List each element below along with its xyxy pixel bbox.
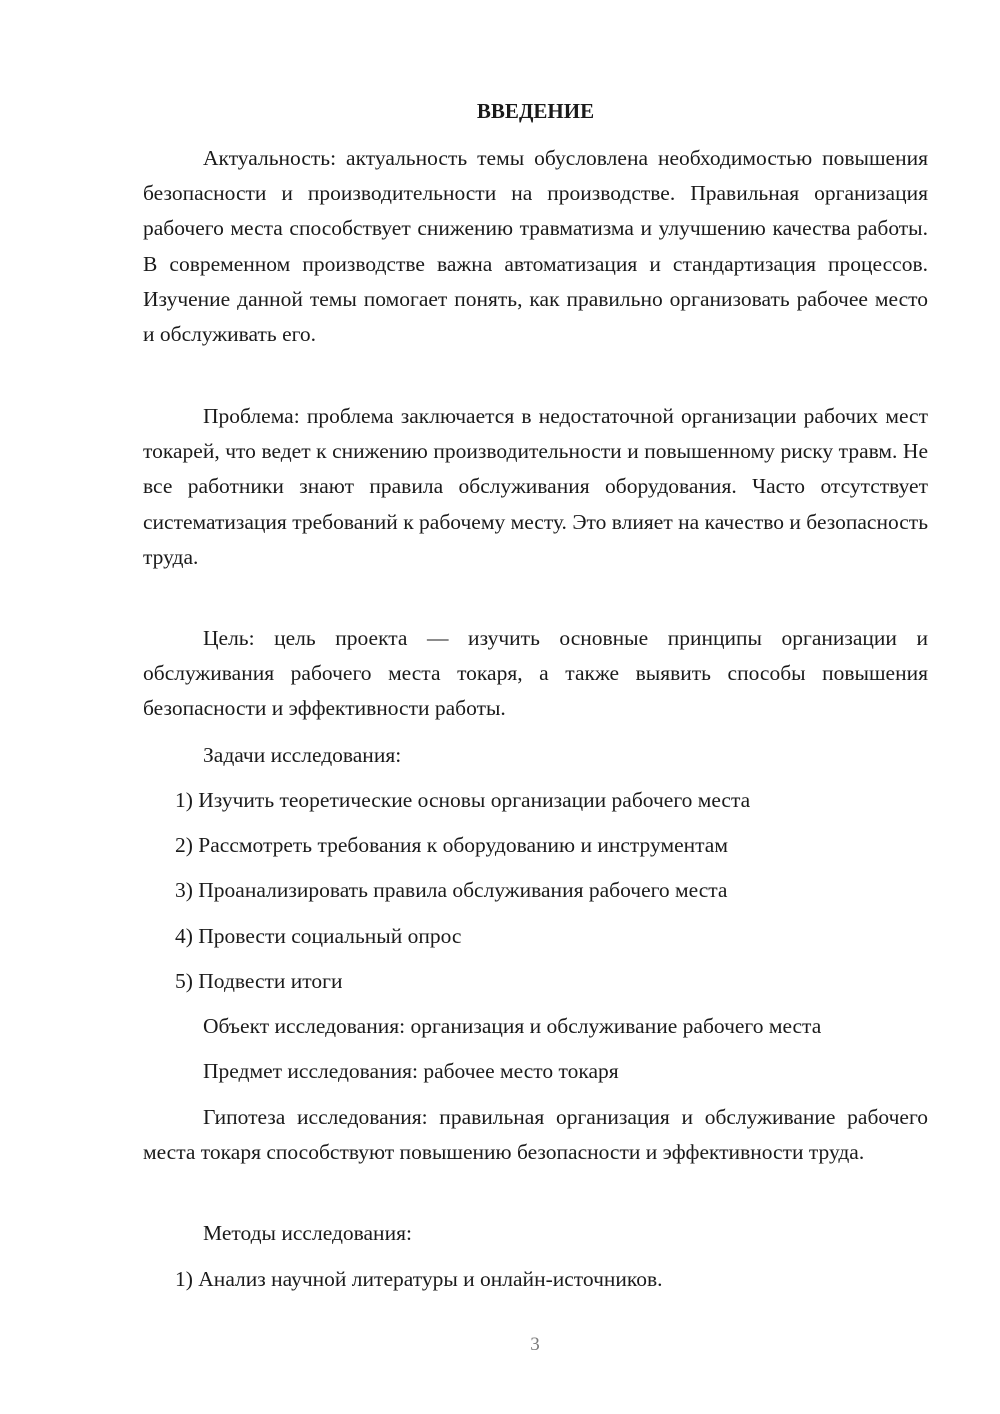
research-object: Объект исследования: организация и обслуживание рабочего места: [203, 1014, 822, 1038]
methods-heading: Методы исследования:: [203, 1221, 412, 1245]
page-number: 3: [530, 1334, 540, 1355]
research-subject: Предмет исследования: рабочее место токаря: [203, 1059, 619, 1083]
task-item: 1) Изучить теоретические основы организации рабочего места: [175, 788, 751, 812]
task-item: 4) Провести социальный опрос: [175, 924, 462, 948]
relevance-paragraph: Актуальность: актуальность темы обусловлена необходимостью повышения безопасности и производительности на производстве. Правильная организация рабочего места способствует снижению травматизма и улучшению качества работы. В современном производстве важна автоматизация и стандартизация процессов. Изучение данной темы помогает понять, как правильно организовать рабочее место и обслуживать его.: [143, 146, 928, 347]
method-item: 1) Анализ научной литературы и онлайн-источников.: [175, 1267, 663, 1291]
page-title: ВВЕДЕНИЕ: [476, 99, 595, 123]
task-item: 5) Подвести итоги: [175, 969, 343, 993]
problem-paragraph: Проблема: проблема заключается в недостаточной организации рабочих мест токарей, что ведет к снижению производительности и повышенному риску травм. Не все работники знают правила обслуживания оборудования. Часто отсутствует систематизация требований к рабочему месту. Это влияет на качество и безопасность труда.: [143, 404, 928, 569]
goal-paragraph: Цель: цель проекта — изучить основные принципы организации и обслуживания рабочего места токаря, а также выявить способы повышения безопасности и эффективности работы.: [143, 626, 928, 721]
task-item: 2) Рассмотреть требования к оборудованию и инструментам: [175, 833, 728, 857]
hypothesis-paragraph: Гипотеза исследования: правильная организация и обслуживание рабочего места токаря способствуют повышению безопасности и эффективности труда.: [143, 1105, 928, 1165]
tasks-heading: Задачи исследования:: [203, 743, 402, 767]
task-item: 3) Проанализировать правила обслуживания рабочего места: [175, 878, 728, 902]
